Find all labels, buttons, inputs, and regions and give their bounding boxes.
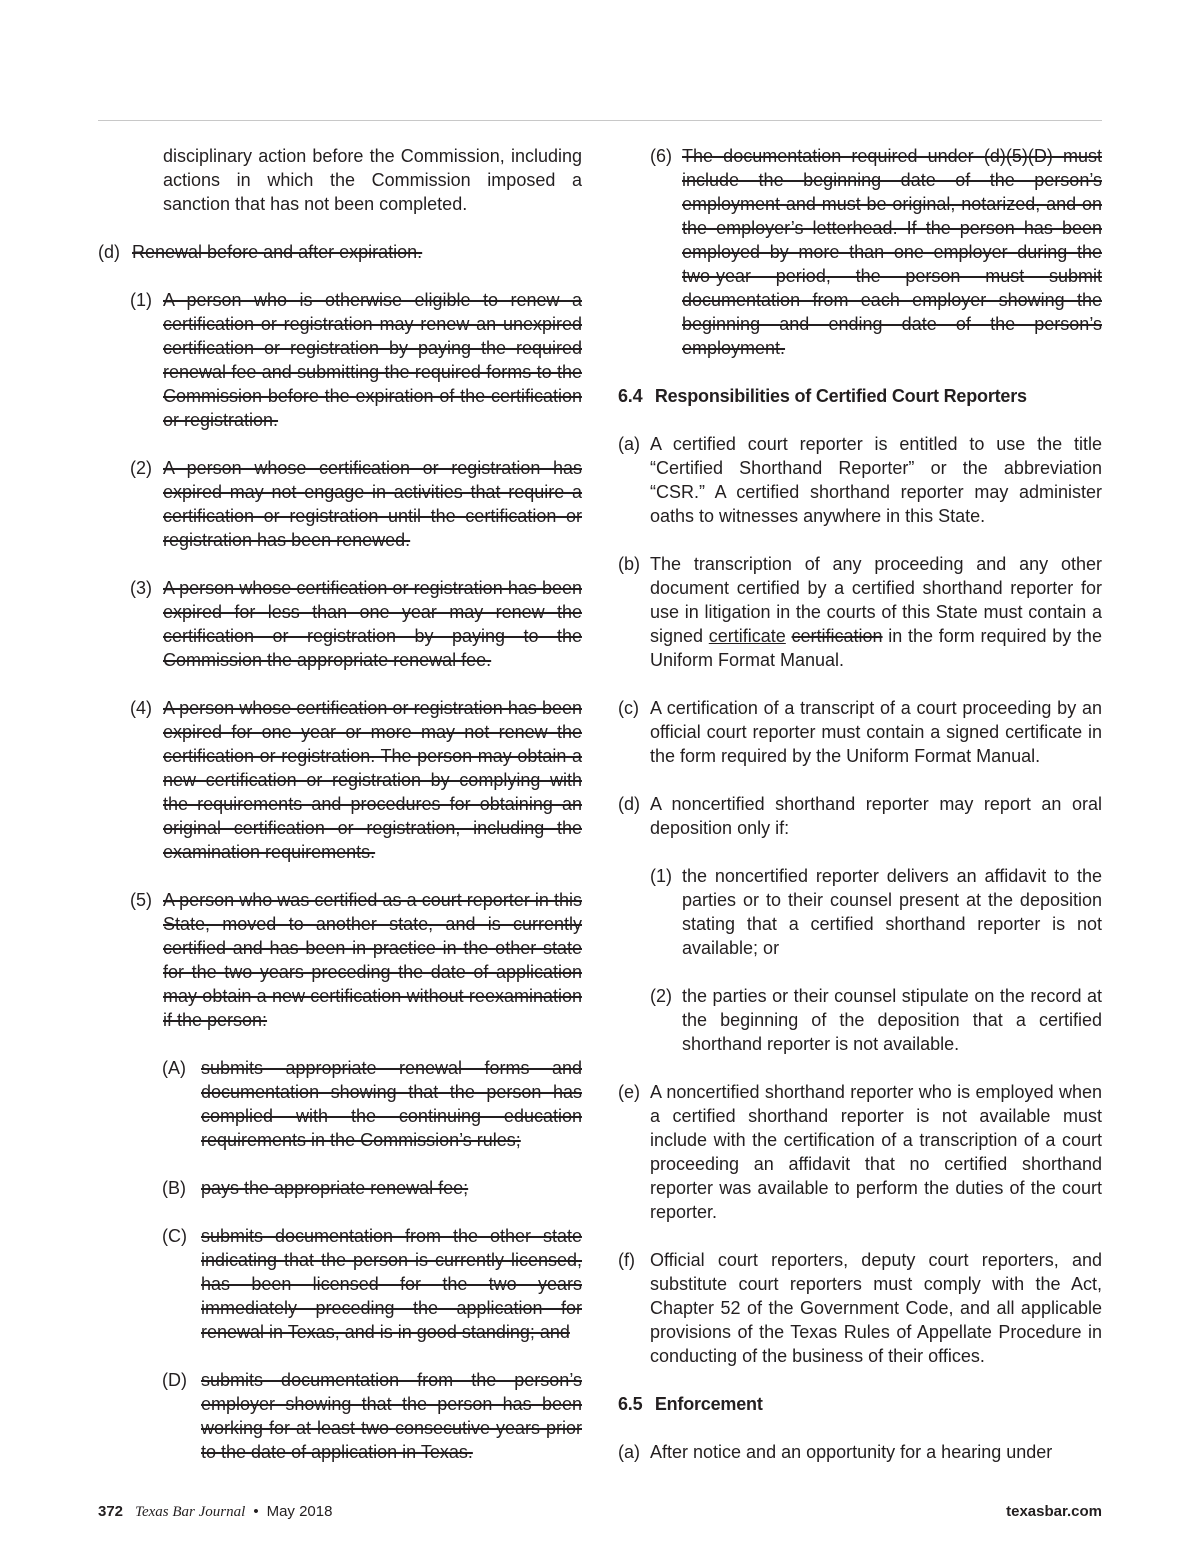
paragraph-label: (f) (618, 1250, 635, 1270)
subitem-label: (A) (162, 1058, 186, 1078)
subitem-A (98, 1056, 582, 1152)
paragraph-label: (d) (618, 794, 640, 814)
section-6-5-heading (618, 1392, 1102, 1416)
footer-website[interactable]: texasbar.com (1006, 1503, 1102, 1520)
item-2 (98, 456, 582, 552)
left-column (98, 144, 582, 1488)
item-label: (1) (130, 290, 152, 310)
item-6 (618, 144, 1102, 360)
section-6-4-heading (618, 384, 1102, 408)
paragraph-label: (c) (618, 698, 639, 718)
paragraph-label: (1) (650, 866, 672, 886)
subitem-label: (D) (162, 1370, 187, 1390)
journal-title: Texas Bar Journal (135, 1504, 246, 1520)
section-number: 6.5 (618, 1394, 643, 1414)
paragraph-text: After notice and an opportunity for a hearing under (650, 1442, 1053, 1462)
header-rule (98, 120, 1102, 121)
item-label: (4) (130, 698, 152, 718)
paragraph-text: A certified court reporter is entitled to use the title “Certified Shorthand Reporter” or the abbreviation “CSR.” A certified shorthand reporter may administer oaths to witnesses anywhere in this State. (650, 434, 1102, 526)
subitem-label: (B) (162, 1178, 186, 1198)
intro-paragraph: disciplinary action before the Commission, including actions in which the Commission imposed a sanction that has not been completed. (163, 146, 582, 214)
paragraph-text: A certification of a transcript of a court proceeding by an official court reporter must contain a signed certificate in the form required by the Uniform Format Manual. (650, 698, 1102, 766)
item-text: A person whose certification or registration has been expired for one year or more may not renew the certification or registration. The person may obtain a new certification or registration by complying with the requirements and procedures for obtaining an original certification or registration, including the examination requirements. (163, 698, 582, 862)
item-1 (98, 288, 582, 432)
deleted-text: certification (791, 626, 883, 646)
item-5 (98, 888, 582, 1032)
paragraph-text: A noncertified shorthand reporter may report an oral deposition only if: (650, 794, 1102, 838)
subitem-B (98, 1176, 582, 1200)
section-title: Responsibilities of Certified Court Reporters (654, 386, 1027, 406)
paragraph-d-1 (618, 864, 1102, 960)
section-number: 6.4 (618, 386, 643, 406)
enforcement-paragraph-a (618, 1440, 1102, 1464)
item-label: (5) (130, 890, 152, 910)
subsection-d-text: Renewal before and after expiration. (132, 242, 423, 262)
item-text: A person whose certification or registration has expired may not engage in activities that require a certification or registration until the certification or registration has been renewed. (163, 458, 582, 550)
paragraph-text-cont: in the form required by the Uniform Format Manual. (650, 626, 1102, 670)
paragraph-d (618, 792, 1102, 840)
subitem-D (98, 1368, 582, 1464)
subitem-text: submits documentation from the other state indicating that the person is currently licensed, has been licensed for the two years immediately preceding the application for renewal in Texas, and is in good standing; and (201, 1226, 582, 1342)
paragraph-a (618, 432, 1102, 528)
paragraph-text: the parties or their counsel stipulate on the record at the beginning of the deposition that a certified shorthand reporter is not available. (682, 986, 1102, 1054)
paragraph-text: A noncertified shorthand reporter who is employed when a certified shorthand reporter is not available must include with the certification of a transcription of a court proceeding an affidavit that no certified shorthand reporter was available to perform the duties of the court reporter. (650, 1082, 1102, 1222)
subitem-C (98, 1224, 582, 1344)
issue-date: May 2018 (266, 1503, 333, 1520)
footer-bullet: • (253, 1503, 259, 1520)
page-number: 372 (98, 1503, 124, 1520)
subsection-d-label: (d) (98, 242, 120, 262)
subitem-text: submits appropriate renewal forms and documentation showing that the person has complied with the continuing education requirements in the Commission’s rules; (201, 1058, 582, 1150)
paragraph-label: (a) (618, 1442, 640, 1462)
paragraph-c (618, 696, 1102, 768)
inserted-text: certificate (708, 626, 786, 646)
paragraph-label: (e) (618, 1082, 640, 1102)
paragraph-e (618, 1080, 1102, 1224)
item-label: (3) (130, 578, 152, 598)
subsection-d-renewal (98, 240, 582, 264)
paragraph-text: The transcription of any proceeding and any other document certified by a certified shorthand reporter for use in litigation in the courts of this State must contain a signed (650, 554, 1102, 646)
item-text: A person whose certification or registration has been expired for less than one year may renew the certification or registration by paying to the Commission the appropriate renewal fee. (163, 578, 582, 670)
right-column (618, 144, 1102, 1488)
item-4 (98, 696, 582, 864)
item-text: A person who was certified as a court reporter in this State, moved to another state, and is currently certified and has been in practice in the other state for the two years preceding the date of application may obtain a new certification without reexamination if the person: (163, 890, 582, 1030)
item-text: A person who is otherwise eligible to renew a certification or registration may renew an unexpired certification or registration by paying the required renewal fee and submitting the required forms to the Commission before the expiration of the certification or registration. (163, 290, 582, 430)
item-label: (6) (650, 146, 672, 166)
paragraph-b (618, 552, 1102, 672)
paragraph-label: (a) (618, 434, 640, 454)
subitem-text: pays the appropriate renewal fee; (201, 1178, 469, 1198)
paragraph-f (618, 1248, 1102, 1368)
item-label: (2) (130, 458, 152, 478)
item-text: The documentation required under (d)(5)(D) must include the beginning date of the person’s employment and must be original, notarized, and on the employer’s letterhead. If the person has been employed by more than one employer during the two-year period, the person must submit documentation from each employer showing the beginning and ending date of the person’s employment. (682, 146, 1102, 358)
paragraph-d-2 (618, 984, 1102, 1056)
paragraph-label: (2) (650, 986, 672, 1006)
item-3 (98, 576, 582, 672)
subitem-text: submits documentation from the person’s employer showing that the person has been working for at least two consecutive years prior to the date of application in Texas. (201, 1370, 582, 1462)
footer-left (98, 1502, 332, 1522)
paragraph-text: the noncertified reporter delivers an affidavit to the parties or to their counsel present at the deposition stating that a certified shorthand reporter is not available; or (682, 866, 1102, 958)
subitem-label: (C) (162, 1226, 187, 1246)
paragraph-label: (b) (618, 554, 640, 574)
section-title: Enforcement (654, 1394, 763, 1414)
paragraph-text: Official court reporters, deputy court reporters, and substitute court reporters must comply with the Act, Chapter 52 of the Government Code, and all applicable provisions of the Texas Rules of Appellate Procedure in conducting of the business of their offices. (650, 1250, 1102, 1366)
